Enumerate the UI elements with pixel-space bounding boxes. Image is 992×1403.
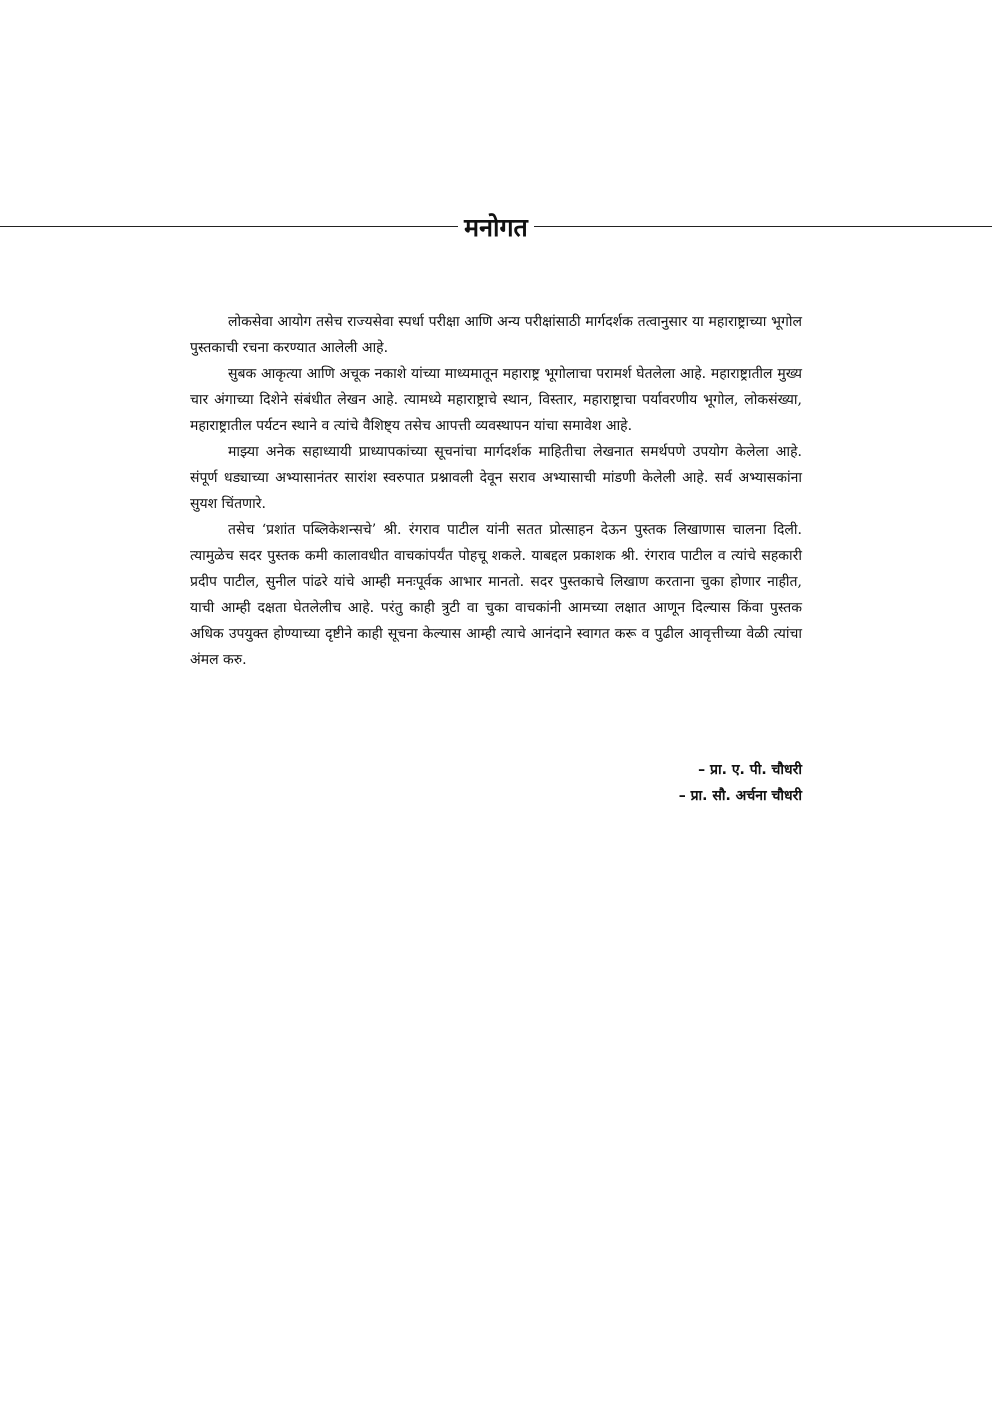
paragraph-4: तसेच ‘प्रशांत पब्लिकेशन्सचे’ श्री. रंगराव पाटील यांनी सतत प्रोत्साहन देऊन पुस्तक लिखाणास चालना दिली. त्यामुळेच सदर पुस्तक कमी कालावधीत वाचकांपर्यंत पोहचू शकले. याबद्दल प्रकाशक श्री. रंगराव पाटील व त्यांचे सहकारी प्रदीप पाटील, सुनील पांढरे यांचे आम्ही मनःपूर्वक आभार मानतो. सदर पुस्तकाचे लिखाण करताना चुका होणार नाहीत, याची आम्ही दक्षता घेतलेलीच आहे. परंतु काही त्रुटी वा चुका वाचकांनी आमच्या लक्षात आणून दिल्यास किंवा पुस्तक अधिक उपयुक्त होण्याच्या दृष्टीने काही सूचना केल्यास आम्ही त्याचे आनंदाने स्वागत करू व पुढील आवृत्तीच्या वेळी त्यांचा अंमल करु. [190, 522, 802, 668]
signature-block [500, 757, 802, 809]
page-title [0, 211, 992, 245]
paragraph-2: सुबक आकृत्या आणि अचूक नकाशे यांच्या माध्यमातून महाराष्ट्र भूगोलाचा परामर्श घेतलेला आहे. महाराष्ट्रातील मुख्य चार अंगाच्या दिशेने संबंधीत लेखन आहे. त्यामध्ये महाराष्ट्राचे स्थान, विस्तार, महाराष्ट्राचा पर्यावरणीय भूगोल, लोकसंख्या, महाराष्ट्रातील पर्यटन स्थाने व त्यांचे वैशिष्ट्य तसेच आपत्ती व्यवस्थापन यांचा समावेश आहे. [190, 366, 802, 434]
preface-body [190, 309, 802, 673]
signature-author-2: – प्रा. सौ. अर्चना चौधरी [678, 788, 802, 804]
page-title-text: मनोगत [458, 213, 534, 242]
signature-author-1: – प्रा. ए. पी. चौधरी [698, 762, 802, 778]
paragraph-1: लोकसेवा आयोग तसेच राज्यसेवा स्पर्धा परीक्षा आणि अन्य परीक्षांसाठी मार्गदर्शक तत्वानुसार या महाराष्ट्राच्या भूगोल पुस्तकाची रचना करण्यात आलेली आहे. [190, 314, 802, 356]
paragraph-3: माझ्या अनेक सहाध्यायी प्राध्यापकांच्या सूचनांचा मार्गदर्शक माहितीचा लेखनात समर्थपणे उपयोग केलेला आहे. संपूर्ण धड्याच्या अभ्यासानंतर सारांश स्वरुपात प्रश्नावली देवून सराव अभ्यासाची मांडणी केलेली आहे. सर्व अभ्यासकांना सुयश चिंतणारे. [190, 444, 802, 512]
